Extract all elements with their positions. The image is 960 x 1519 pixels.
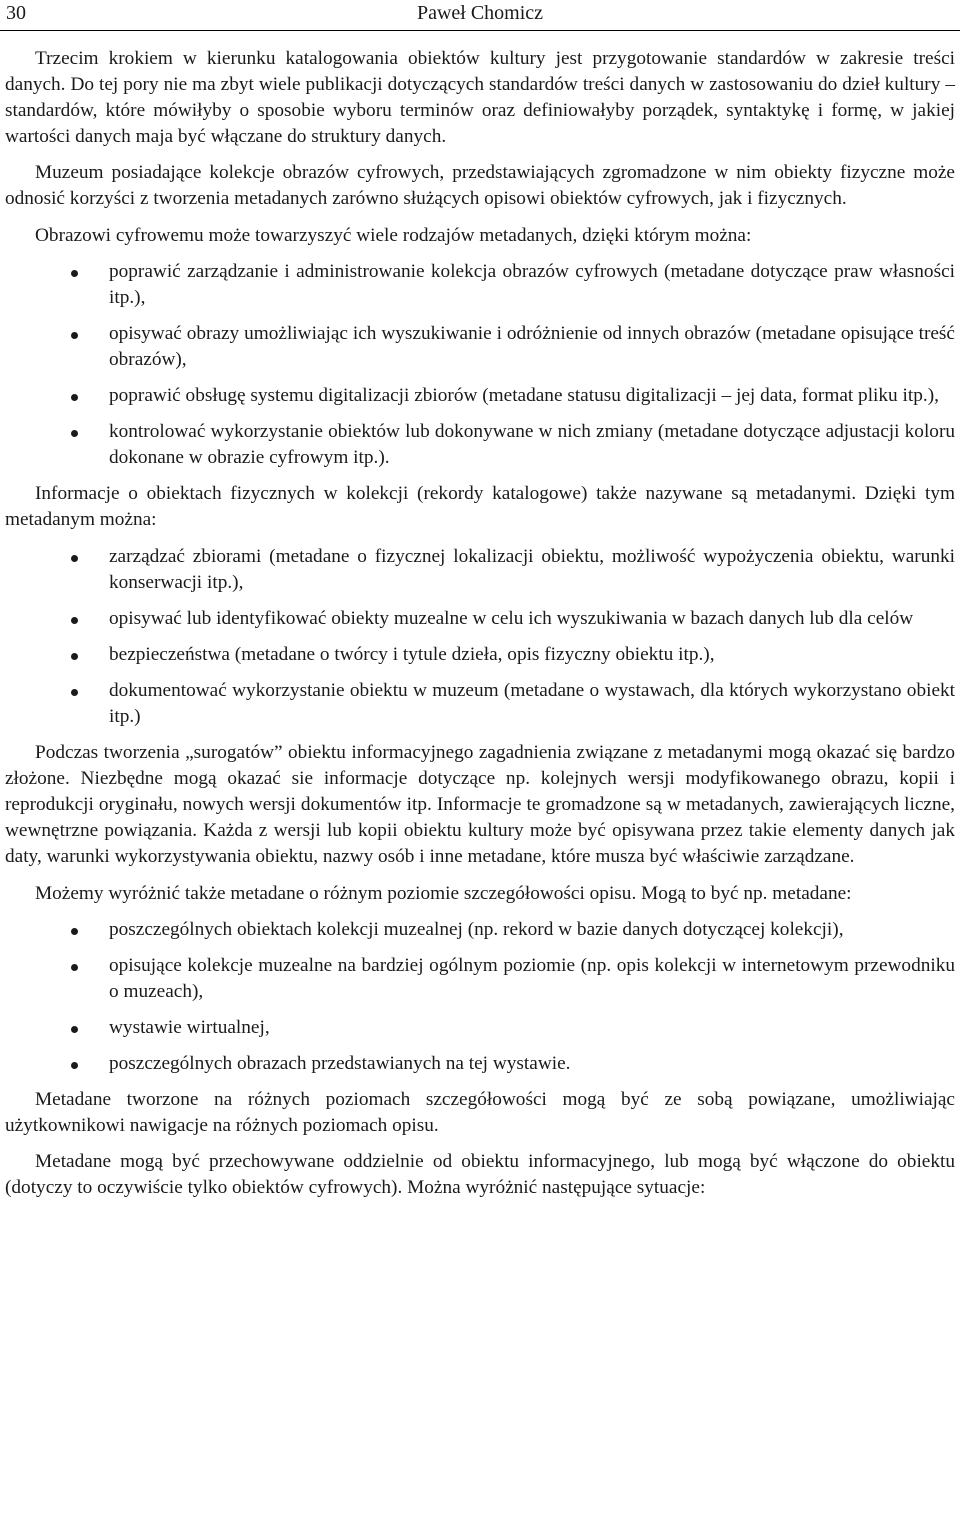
list-item-text: dokumentować wykorzystanie obiektu w muzeum (metadane o wystawach, dla których wykorzystano obiekt itp.) xyxy=(109,679,955,727)
list-item xyxy=(5,1051,955,1077)
list-item xyxy=(5,953,955,1005)
list-item-text: zarządzać zbiorami (metadane o fizycznej lokalizacji obiektu, możliwość wypożyczenia obiektu, warunki konserwacji itp.), xyxy=(109,545,955,593)
bullet-icon xyxy=(71,928,78,935)
list-item-text: kontrolować wykorzystanie obiektów lub dokonywane w nich zmiany (metadane dotyczące adjustacji koloru dokonane w obrazie cyfrowym itp.). xyxy=(109,421,955,469)
paragraph-6: Możemy wyróżnić także metadane o różnym poziomie szczegółowości opisu. Mogą to być np. metadane: xyxy=(35,882,852,904)
list-item xyxy=(5,544,955,596)
paragraph-5: Podczas tworzenia „surogatów” obiektu informacyjnego zagadnienia związane z metadanymi mogą okazać się bardzo złożone. Niezbędne mogą okazać sie informacje dotyczące np. kolejnych wersji modyfikowanego obrazu, kopii i reprodukcji oryginału, nowych wersji dokumentów itp. Informacje te gromadzone są w metadanych, zawierających liczne, wewnętrzne powiązania. Każda z wersji lub kopii obiektu kultury może być opisywana przez takie elementy danych jak daty, warunki wykorzystywania obiektu, nazwy osób i inne metadane, które musza być właściwie zarządzane. xyxy=(5,742,955,868)
bullet-list-2 xyxy=(5,544,955,731)
list-item xyxy=(5,1015,955,1041)
list-item-text: poszczególnych obiektach kolekcji muzealnej (np. rekord w bazie danych dotyczącej kolekcji), xyxy=(109,918,844,940)
list-item xyxy=(5,419,955,471)
list-item xyxy=(5,321,955,373)
paragraph-8: Metadane mogą być przechowywane oddzielnie od obiektu informacyjnego, lub mogą być włączone do obiektu (dotyczy to oczywiście tylko obiektów cyfrowych). Można wyróżnić następujące sytuacje: xyxy=(5,1151,955,1199)
bullet-icon xyxy=(71,1026,78,1033)
bullet-icon xyxy=(71,430,78,437)
list-item-text: poprawić obsługę systemu digitalizacji zbiorów (metadane statusu digitalizacji – jej data, format pliku itp.), xyxy=(109,385,939,407)
paragraph-3: Obrazowi cyfrowemu może towarzyszyć wiele rodzajów metadanych, dzięki którym można: xyxy=(35,224,752,246)
bullet-list-3 xyxy=(5,917,955,1077)
list-item-text: poszczególnych obrazach przedstawianych na tej wystawie. xyxy=(109,1053,571,1074)
bullet-icon xyxy=(71,270,78,277)
paragraph-4: Informacje o obiektach fizycznych w kolekcji (rekordy katalogowe) także nazywane są metadanymi. Dzięki tym metadanym można: xyxy=(5,483,955,531)
list-item xyxy=(5,259,955,311)
list-item-text: poprawić zarządzanie i administrowanie kolekcja obrazów cyfrowych (metadane dotyczące praw własności itp.), xyxy=(109,260,955,308)
page-number: 30 xyxy=(6,2,26,24)
list-item xyxy=(5,917,955,943)
list-item xyxy=(5,383,955,409)
list-item-text: bezpieczeństwa (metadane o twórcy i tytule dzieła, opis fizyczny obiektu itp.), xyxy=(109,643,715,665)
bullet-icon xyxy=(71,617,78,624)
bullet-icon xyxy=(71,555,78,562)
paragraph-2: Muzeum posiadające kolekcje obrazów cyfrowych, przedstawiających zgromadzone w nim obiekty fizyczne może odnosić korzyści z tworzenia metadanych zarówno służących opisowi obiektów cyfrowych, jak i fizycznych. xyxy=(5,162,955,210)
list-item xyxy=(5,606,955,632)
list-item-text: opisujące kolekcje muzealne na bardziej ogólnym poziomie (np. opis kolekcji w internetowym przewodniku o muzeach), xyxy=(109,954,955,1002)
running-head-author: Paweł Chomicz xyxy=(416,2,544,24)
bullet-icon xyxy=(71,964,78,971)
bullet-list-1 xyxy=(5,259,955,472)
page-header xyxy=(0,0,960,31)
page-body xyxy=(5,46,955,1211)
bullet-icon xyxy=(71,689,78,696)
bullet-icon xyxy=(71,332,78,339)
bullet-icon xyxy=(71,1062,78,1069)
paragraph-1: Trzecim krokiem w kierunku katalogowania obiektów kultury jest przygotowanie standardów w zakresie treści danych. Do tej pory nie ma zbyt wiele publikacji dotyczących standardów treści danych w zastosowaniu do dzieł kultury – standardów, które mówiłyby o sposobie wyboru terminów oraz definiowałyby porządek, syntaktykę i formę, w jakiej wartości danych maja być włączane do struktury danych. xyxy=(5,48,955,148)
list-item xyxy=(5,678,955,730)
list-item-text: opisywać lub identyfikować obiekty muzealne w celu ich wyszukiwania w bazach danych lub dla celów xyxy=(109,607,914,629)
list-item xyxy=(5,642,955,668)
paragraph-7: Metadane tworzone na różnych poziomach szczegółowości mogą być ze sobą powiązane, umożliwiając użytkownikowi nawigacje na różnych poziomach opisu. xyxy=(5,1089,955,1137)
list-item-text: opisywać obrazy umożliwiając ich wyszukiwanie i odróżnienie od innych obrazów (metadane opisujące treść obrazów), xyxy=(109,322,955,370)
bullet-icon xyxy=(71,394,78,401)
bullet-icon xyxy=(71,653,78,660)
list-item-text: wystawie wirtualnej, xyxy=(109,1016,270,1038)
